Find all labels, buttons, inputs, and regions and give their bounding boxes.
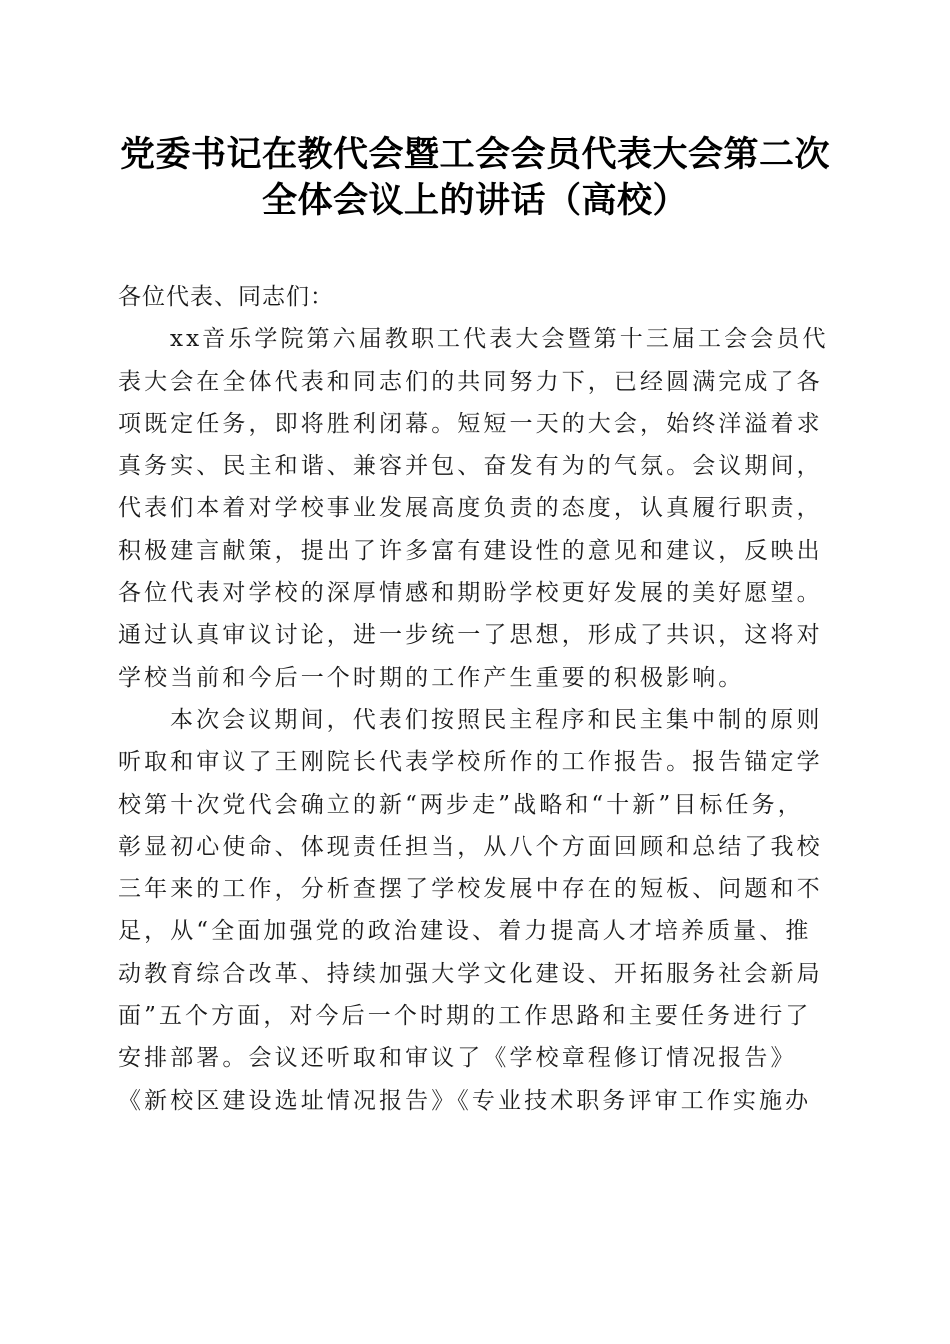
text-line: 本次会议期间，代表们按照民主程序和民主集中制的原则 xyxy=(170,706,823,733)
text-line: 各位代表对学校的深厚情感和期盼学校更好发展的美好愿望。 xyxy=(118,580,823,607)
text-line: 校第十次党代会确立的新“两步走”战略和“十新”目标任务， xyxy=(118,791,804,818)
text-line: 项既定任务，即将胜利闭幕。短短一天的大会，始终洋溢着求 xyxy=(118,410,823,437)
text-line: 动教育综合改革、持续加强大学文化建设、开拓服务社会新局 xyxy=(118,960,823,987)
text-line: 表大会在全体代表和同志们的共同努力下，已经圆满完成了各 xyxy=(118,368,823,395)
text-line: xx音乐学院第六届教职工代表大会暨第十三届工会会员代 xyxy=(170,326,829,353)
text-line: 《新校区建设选址情况报告》《专业技术职务评审工作实施办 xyxy=(118,1087,812,1114)
document-title xyxy=(118,132,832,224)
paragraph-1 xyxy=(118,318,832,699)
text-line: 听取和审议了王刚院长代表学校所作的工作报告。报告锚定学 xyxy=(118,749,823,776)
title-line-2: 全体会议上的讲话（高校） xyxy=(261,180,688,221)
text-line: 真务实、民主和谐、兼容并包、奋发有为的气氛。会议期间， xyxy=(118,453,823,480)
paragraph-2 xyxy=(118,699,832,1122)
text-line: 足，从“全面加强党的政治建设、着力提高人才培养质量、推 xyxy=(118,918,812,945)
text-line: 积极建言献策，提出了许多富有建设性的意见和建议，反映出 xyxy=(118,537,823,564)
text-line: 安排部署。会议还听取和审议了《学校章程修订情况报告》 xyxy=(118,1045,797,1072)
document-body xyxy=(118,276,832,1122)
text-line: 学校当前和今后一个时期的工作产生重要的积极影响。 xyxy=(118,664,745,691)
text-line: 代表们本着对学校事业发展高度负责的态度，认真履行职责， xyxy=(118,495,823,522)
text-line: 面”五个方面，对今后一个时期的工作思路和主要任务进行了 xyxy=(118,1003,812,1030)
text-line: 彰显初心使命、体现责任担当，从八个方面回顾和总结了我校 xyxy=(118,833,823,860)
text-line: 通过认真审议讨论，进一步统一了思想，形成了共识，这将对 xyxy=(118,622,823,649)
title-line-1: 党委书记在教代会暨工会会员代表大会第二次 xyxy=(119,134,830,175)
text-line: 三年来的工作，分析查摆了学校发展中存在的短板、问题和不 xyxy=(118,876,823,903)
salutation: 各位代表、同志们： xyxy=(118,284,334,310)
